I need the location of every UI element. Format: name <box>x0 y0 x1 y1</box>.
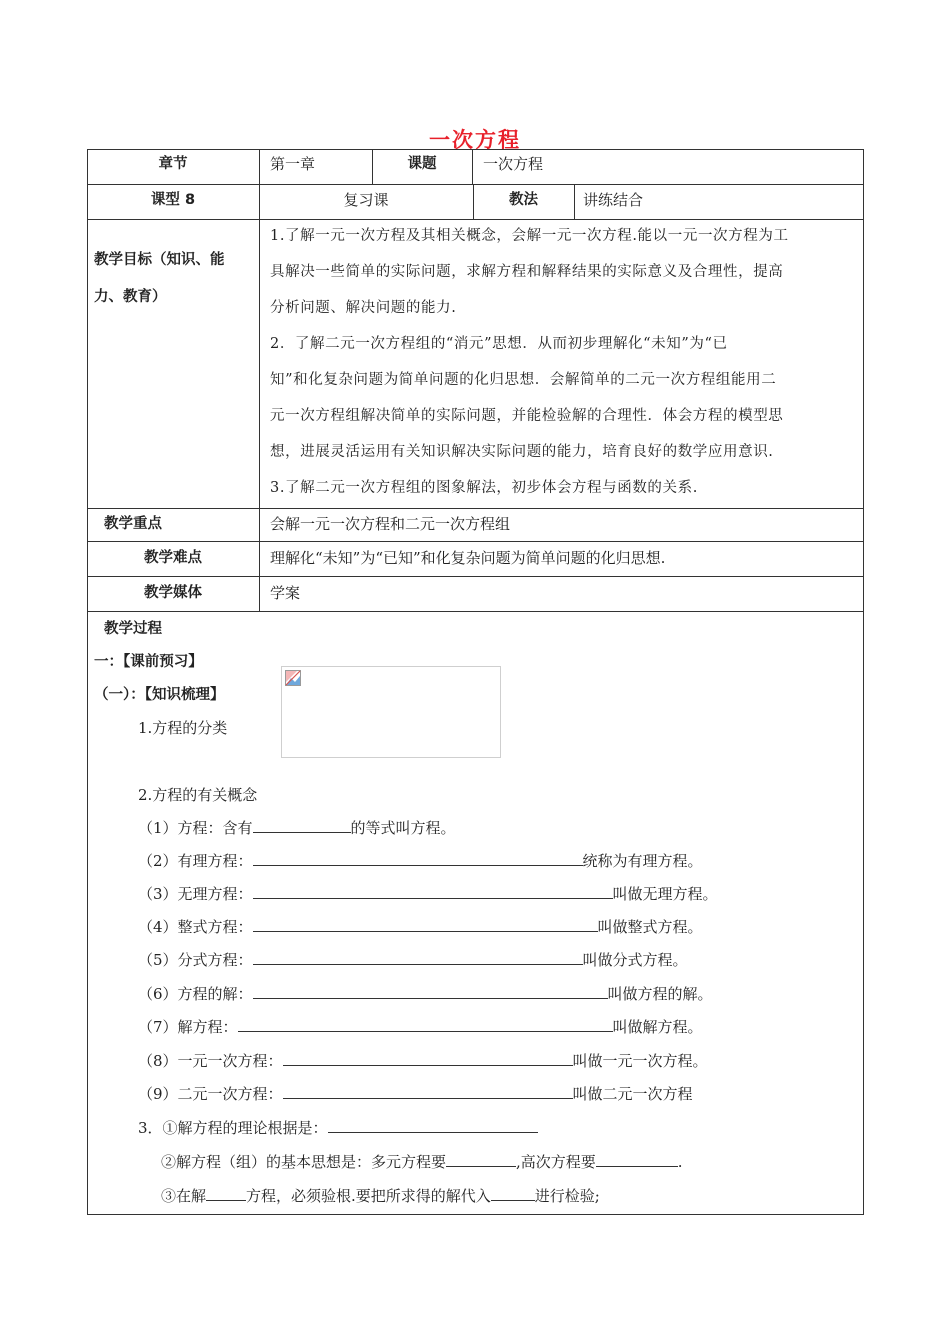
broken-image-icon <box>285 670 301 686</box>
difficulty-value: 理解化“未知”为“已知”和化复杂问题为简单问题的化归思想. <box>270 549 666 567</box>
topic-value: 一次方程 <box>483 155 544 173</box>
objectives-label: 教学目标（知识、能 <box>94 252 225 268</box>
row-divider <box>87 508 864 509</box>
objective-line: 3.了解二元一次方程组的图象解法，初步体会方程与函数的关系. <box>270 480 698 496</box>
key-point-value: 会解一元一次方程和二元一次方程组 <box>270 515 511 533</box>
row-divider <box>87 611 864 612</box>
item-theory-basis: 3．①解方程的理论根据是： <box>138 1117 538 1138</box>
item-root-check: ③在解 方程，必须验根.要把所求得的解代入 进行检验; <box>161 1187 600 1205</box>
definition-line: （5）分式方程： 叫做分式方程。 <box>138 951 688 969</box>
definition-line: （4）整式方程： 叫做整式方程。 <box>138 918 703 936</box>
objective-line: 想，进展灵活运用有关知识解决实际问题的能力，培育良好的数学应用意识. <box>270 444 774 460</box>
definition-line: （8）一元一次方程： 叫做一元一次方程。 <box>138 1052 708 1070</box>
document-title: 一次方程 <box>429 128 521 152</box>
classification-diagram-image <box>281 666 501 758</box>
row-divider <box>87 184 864 185</box>
objective-line: 分析问题、解决问题的能力. <box>270 300 457 316</box>
definition-line: （3）无理方程： 叫做无理方程。 <box>138 885 718 903</box>
type-label: 课型 8 <box>150 192 196 208</box>
item-basic-idea: ②解方程（组）的基本思想是：多元方程要 ,高次方程要 . <box>161 1153 683 1171</box>
row-divider <box>87 576 864 577</box>
definition-line: （6）方程的解： 叫做方程的解。 <box>138 985 713 1003</box>
definition-line: （7）解方程： 叫做解方程。 <box>138 1018 703 1036</box>
topic-label: 课题 <box>407 156 437 172</box>
process-heading: 教学过程 <box>104 621 162 637</box>
objective-line: 1.了解一元一次方程及其相关概念，会解一元一次方程.能以一元一次方程为工 <box>270 228 789 244</box>
definition-line: （1）方程：含有 的等式叫方程。 <box>138 819 456 837</box>
definition-line: （9）二元一次方程： 叫做二元一次方程 <box>138 1085 693 1103</box>
item-equation-concepts: 2.方程的有关概念 <box>138 786 258 804</box>
section-heading: 一：【课前预习】 <box>94 654 203 670</box>
type-value: 复习课 <box>343 191 389 209</box>
objective-line: 元一次方程组解决简单的实际问题，并能检验解的合理性．体会方程的模型思 <box>270 408 784 424</box>
media-value: 学案 <box>270 584 301 602</box>
method-value: 讲练结合 <box>583 191 644 209</box>
objective-line: 知”和化复杂问题为简单问题的化归思想．会解简单的二元一次方程组能用二 <box>270 372 777 388</box>
chapter-value: 第一章 <box>270 155 316 173</box>
objectives-label-cont: 力、教育） <box>94 289 167 305</box>
media-label: 教学媒体 <box>144 585 202 601</box>
item-equation-classification: 1.方程的分类 <box>138 719 228 737</box>
definition-line: （2）有理方程： 统称为有理方程。 <box>138 852 703 870</box>
difficulty-label: 教学难点 <box>144 550 202 566</box>
objective-line: 2．了解二元一次方程组的“消元”思想．从而初步理解化“未知”为“已 <box>270 336 728 352</box>
objective-line: 具解决一些简单的实际问题，求解方程和解释结果的实际意义及合理性，提高 <box>270 264 784 280</box>
subsection-heading: （一）：【知识梳理】 <box>94 687 225 703</box>
key-point-label: 教学重点 <box>104 516 162 532</box>
row-divider <box>87 541 864 542</box>
column-divider <box>259 149 260 611</box>
chapter-label: 章节 <box>158 156 188 172</box>
column-divider <box>472 149 473 184</box>
column-divider <box>574 184 575 219</box>
method-label: 教法 <box>509 192 538 208</box>
